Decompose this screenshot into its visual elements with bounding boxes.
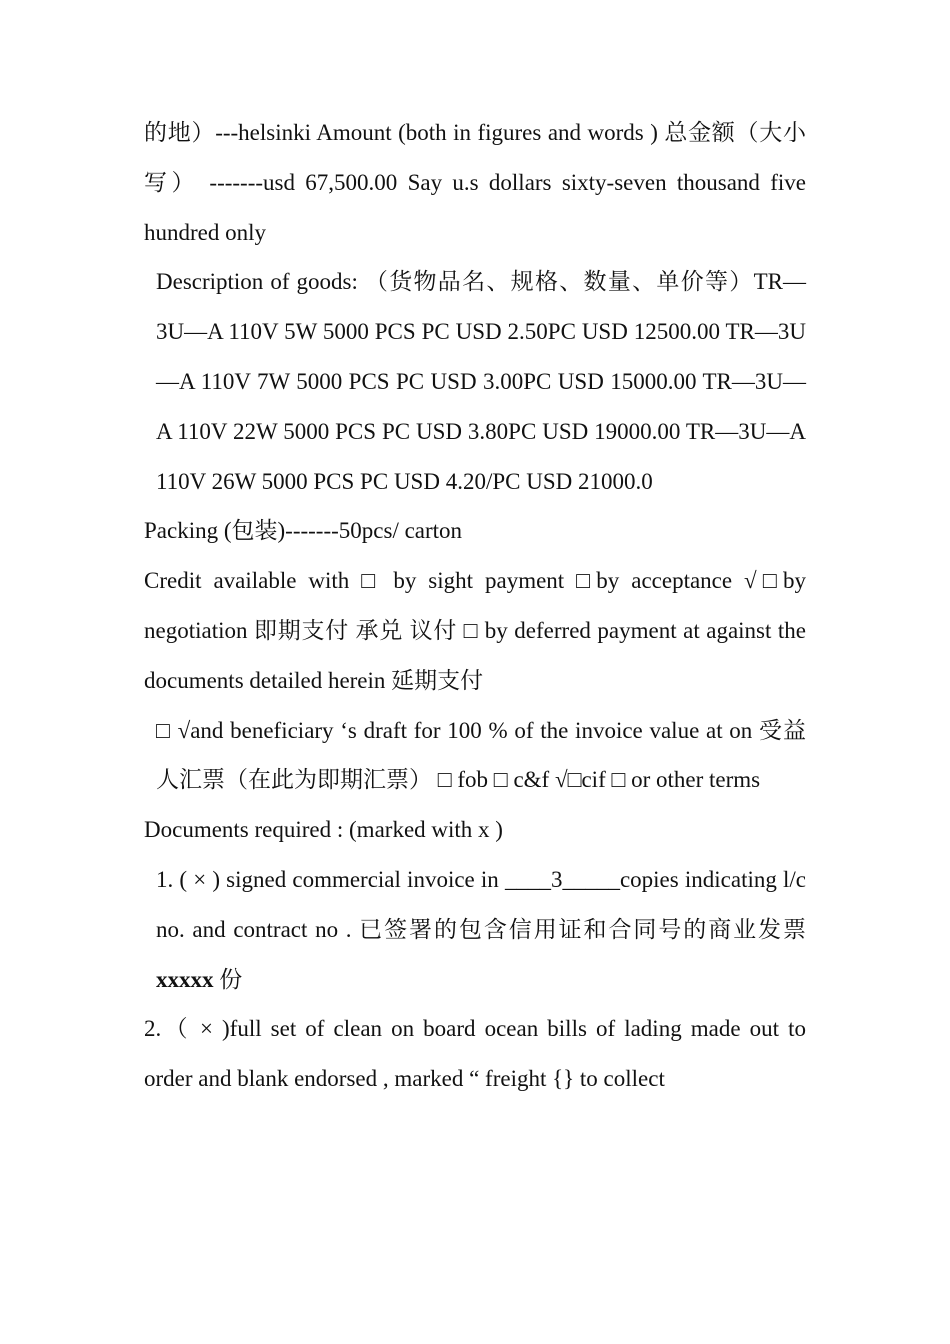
- description-of-goods-paragraph: Description of goods: （货物品名、规格、数量、单价等）TR—3U—A 110V 5W 5000 PCS PC USD 2.50PC USD 12500.00 TR—3U—A 110V 7W 5000 PCS PC USD 3.00PC USD 15000.00 TR—3U—A 110V 22W 5000 PCS PC USD 3.80PC USD 19000.00 TR—3U—A 110V 26W 5000 PCS PC USD 4.20/PC USD 21000.0: [156, 269, 806, 494]
- document-item-2: 2.（ × )full set of clean on board ocean bills of lading made out to order and blank endorsed , marked “ freight {} to collect: [144, 1016, 806, 1092]
- document-item-1-tail: 份: [213, 966, 243, 992]
- documents-required-heading: Documents required : (marked with x ): [144, 817, 503, 843]
- destination-amount-paragraph: 的地）---helsinki Amount (both in figures and words ) 总金额（大小写） -------usd 67,500.00 Say u.s dollars sixty-seven thousand five hundred only: [144, 120, 806, 245]
- draft-terms-paragraph: □ √and beneficiary ‘s draft for 100 % of the invoice value at on 受益人汇票（在此为即期汇票） □ fob □ c&f √□cif □ or other terms: [156, 717, 806, 793]
- document-item-1-copies-bold: xxxxx: [156, 966, 214, 992]
- document-item-1-text: 1. ( × ) signed commercial invoice in ____3_____copies indicating l/c no. and contract no . 已签署的包含信用证和合同号的商业发票: [156, 866, 806, 942]
- document-page: [144, 108, 806, 1104]
- document-item-1: [144, 855, 806, 1004]
- credit-available-paragraph: Credit available with □ by sight payment □by acceptance √□by negotiation 即期支付 承兑 议付 □ by deferred payment at against the documents detailed herein 延期支付: [144, 568, 806, 693]
- packing-paragraph: Packing (包装)-------50pcs/ carton: [144, 518, 463, 544]
